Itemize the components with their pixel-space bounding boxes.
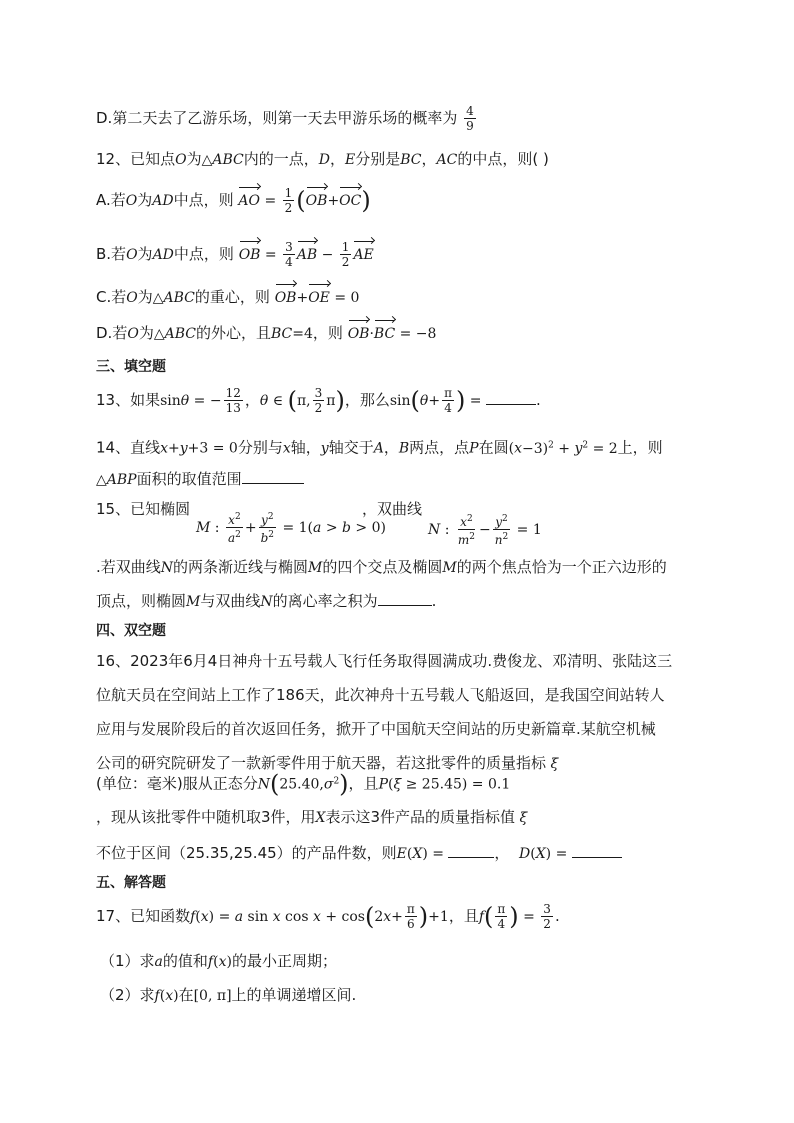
- q15-answer-blank[interactable]: [378, 605, 432, 606]
- q15-ellipse-formula: M : $\frac{x^2}{a^2}$ + $\frac{y^2}{b^2}$ = 1(a > b > 0): [196, 512, 386, 545]
- q17-stem: 17、已知函数f(x) = a sin x cos x + cos(2x+ $\frac{\pi}{6}$ )+1，且f( $\frac{\pi}{4}$ ) = $\frac{3}{2}$ .: [96, 902, 560, 931]
- q16-line6: ，现从该批零件中随机取3件，用X表示这3件产品的质量指标值 ξ: [96, 808, 528, 826]
- q11-option-d: D.第二天去了乙游乐场，则第一天去甲游乐场的概率为 $\frac{4}{9}$: [96, 104, 474, 133]
- q12-option-a: A.若O为AD中点，则 AO = $\frac{1}{2}$ (OB+OC): [96, 186, 371, 215]
- q17-part1: （1）求a的值和f(x)的最小正周期；: [100, 952, 337, 970]
- q16-line2: 位航天员在空间站上工作了186天，此次神舟十五号载人飞船返回，是我国空间站转人: [96, 686, 665, 704]
- q13: 13、如果sinθ = − $\frac{12}{13}$ ，θ ∈ (π, $\frac{3}{2}$ π)，那么sin(θ+ $\frac{\pi}{4}$ ) = .: [96, 386, 541, 415]
- q12-option-d: D.若O为△ABC的外心，且BC=4，则 OB·BC = −8: [96, 322, 436, 345]
- q12-option-c: C.若O为△ABC的重心，则 OB+OE = 0: [96, 286, 359, 309]
- q16-line3: 应用与发展阶段后的首次返回任务，掀开了中国航天空间站的历史新篇章.某航空机械: [96, 720, 656, 738]
- q14-line2: △ABP面积的取值范围: [96, 468, 304, 491]
- fraction-4-9: $\frac{4}{9}$: [466, 104, 474, 133]
- q15-line2: .若双曲线N的两条渐近线与椭圆M的四个交点及椭圆M的两个焦点恰为一个正六边形的: [96, 558, 667, 576]
- q12-stem: 12、已知点O为△ABC内的一点，D，E分别是BC，AC的中点，则( ): [96, 150, 549, 168]
- q15-hyperbola-formula: N : $\frac{x^2}{m^2}$ − $\frac{y^2}{n^2}$ = 1: [428, 514, 542, 547]
- q15-line1: 15、已知椭圆: [96, 500, 191, 518]
- q14-line1: 14、直线x+y+3 = 0分别与x轴，y轴交于A，B两点，点P在圆$(x-3)^2 + y^2 = 2$上，则: [96, 438, 663, 457]
- q16-line1: 16、2023年6月4日神舟十五号载人飞行任务取得圆满成功.费俊龙、邓清明、张陆这三: [96, 652, 673, 670]
- q16-expectation-blank[interactable]: [448, 857, 494, 858]
- section-double-fill-title: 四、双空题: [96, 623, 166, 639]
- q16-line7: 不位于区间（25.35,25.45）的产品件数，则E(X) = ， D(X) =: [96, 842, 622, 865]
- q16-line4: 公司的研究院研发了一款新零件用于航天器，若这批零件的质量指标 ξ: [96, 754, 559, 772]
- q16-line5: (单位：毫米)服从正态分$N(25.40,\sigma^2)$，且P(ξ ≥ 25.45) = 0.1: [96, 770, 511, 799]
- q15-hyperbola-label: ，双曲线: [362, 500, 423, 518]
- q14-answer-blank[interactable]: [242, 483, 304, 484]
- q15-line3: 顶点，则椭圆M与双曲线N的离心率之积为 .: [96, 592, 437, 610]
- q12-option-b: B.若O为AD中点，则 OB = $\frac{3}{4}$ AB − $\frac{1}{2}$ AE: [96, 240, 374, 269]
- section-fill-in-title: 三、填空题: [96, 359, 166, 375]
- q16-variance-blank[interactable]: [572, 857, 622, 858]
- section-solve-title: 五、解答题: [96, 875, 166, 891]
- q17-part2: （2）求f(x)在[0, π]上的单调递增区间.: [100, 986, 357, 1004]
- q13-answer-blank[interactable]: [486, 404, 536, 405]
